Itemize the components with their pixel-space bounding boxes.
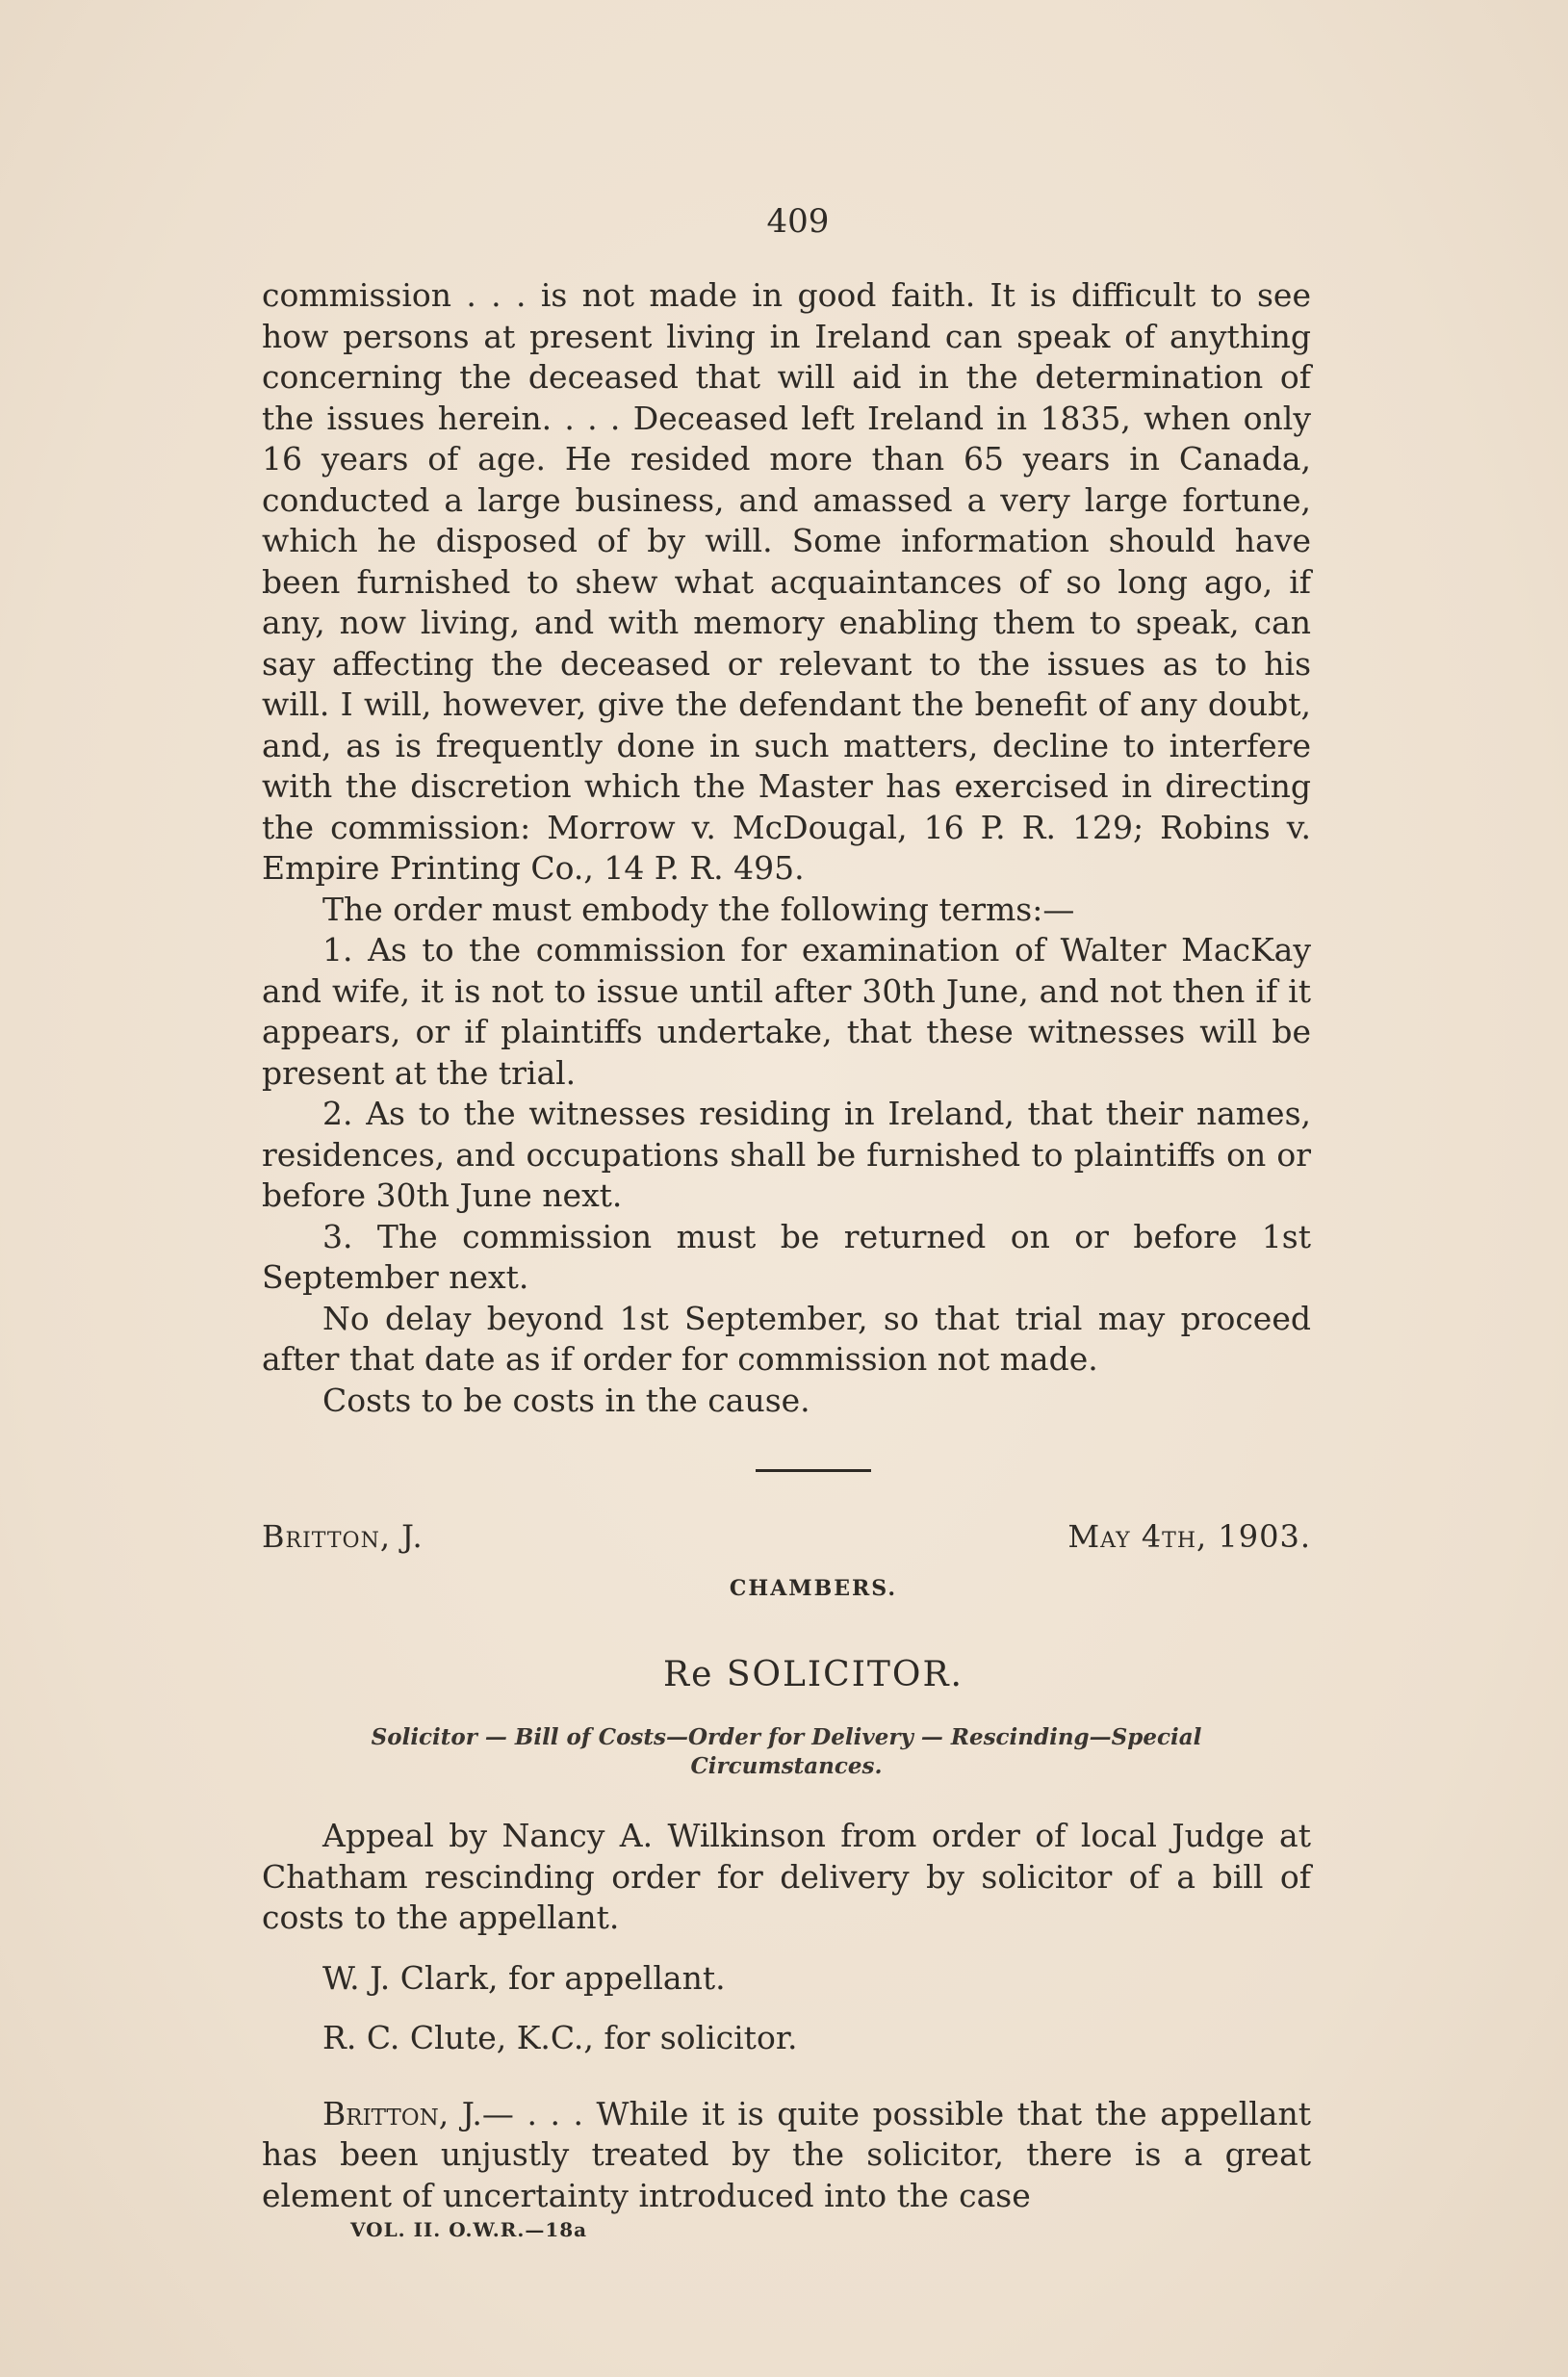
- footer-signature: VOL. II. O.W.R.—18a: [350, 2218, 588, 2241]
- counsel-solicitor: R. C. Clute, K.C., for solicitor.: [322, 2019, 798, 2056]
- paragraph: 3. The commission must be returned on or before 1st September next.: [262, 1217, 1311, 1296]
- text-block-bottom: [262, 1816, 1311, 2216]
- paragraph: commission . . . is not made in good faith. It is difficult to see how persons at present living in Ireland can speak of anything concerning the deceased that will aid in the determination of the issues herein. . . . Deceased left Ireland in 1835, when only 16 years of age. He resided more than 65 years in Canada, conducted a large business, and amassed a very large fortune, which he disposed of by will. Some information should have been furnished to shew what acquaintances of so long ago, if any, now living, and with memory enabling them to speak, can say affecting the deceased or relevant to the issues as to his will. I will, however, give the defendant the benefit of any doubt, and, as is frequently done in such matters, decline to interfere with the discretion which the Master has exercised in directing the commission: Morrow v. McDougal, 16 P. R. 129; Robins v. Empire Printing Co., 14 P. R. 495.: [262, 276, 1311, 887]
- paragraph: 2. As to the witnesses residing in Ireland, that their names, residences, and occupations shall be furnished to plaintiffs on or before 30th June next.: [262, 1095, 1311, 1214]
- page: [262, 202, 1311, 2241]
- judgment-judge: Britton, J.—: [322, 2094, 514, 2132]
- paragraph: The order must embody the following terms:—: [322, 890, 1075, 928]
- case-header-row: [262, 1518, 1311, 1555]
- headnote: [262, 1723, 1311, 1781]
- judgment-paragraph: [262, 2094, 1311, 2217]
- case-title: Re SOLICITOR.: [663, 1655, 964, 1694]
- headnote-line: Solicitor — Bill of Costs—Order for Delivery — Rescinding—Special: [371, 1724, 1202, 1750]
- court-label: CHAMBERS.: [729, 1576, 898, 1601]
- text-block-top: [262, 275, 1311, 1421]
- paragraph: 1. As to the commission for examination of Walter MacKay and wife, it is not to issue until after 30th June, and not then if it appears, or if plaintiffs undertake, that these witnesses will be present at the trial.: [262, 931, 1311, 1092]
- page-number: 409: [766, 202, 830, 241]
- judgment-text: . . . While it is quite possible that the appellant has been unjustly treated by the solicitor, there is a great element of uncertainty introduced into the case: [262, 2094, 1312, 2214]
- case-date: May 4th, 1903.: [1067, 1518, 1311, 1555]
- appeal-paragraph: Appeal by Nancy A. Wilkinson from order of local Judge at Chatham rescinding order for delivery by solicitor of a bill of costs to the appellant.: [262, 1817, 1311, 1936]
- judge-name: Britton, J.: [262, 1518, 424, 1555]
- counsel-appellant: W. J. Clark, for appellant.: [322, 1958, 726, 1997]
- paragraph: No delay beyond 1st September, so that trial may proceed after that date as if order for commission not made.: [262, 1299, 1311, 1378]
- section-divider: [756, 1469, 871, 1472]
- headnote-line: Circumstances.: [690, 1753, 883, 1779]
- paragraph: Costs to be costs in the cause.: [322, 1381, 810, 1419]
